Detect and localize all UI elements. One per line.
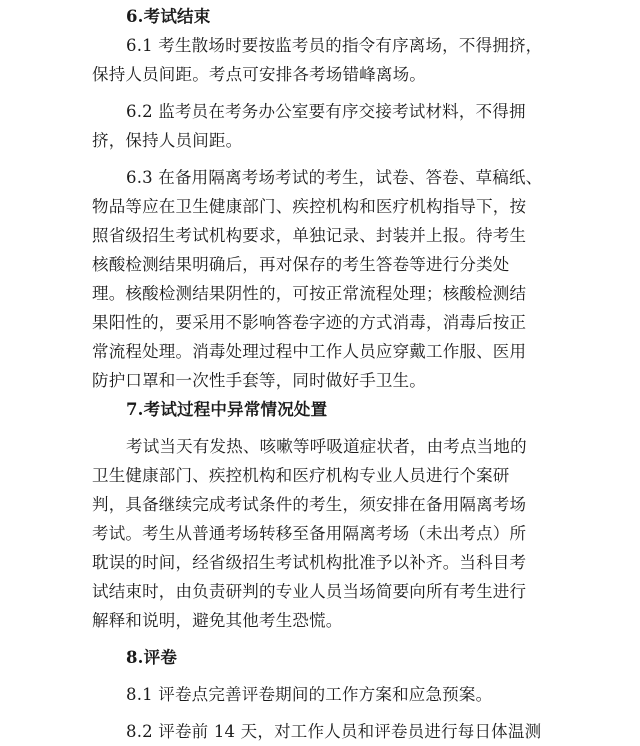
paragraph-7-line-6: 试结束时，由负责研判的专业人员当场简要向所有考生进行 <box>92 582 527 601</box>
paragraph-7-line-7: 解释和说明，避免其他考生恐慌。 <box>92 611 343 630</box>
paragraph-7-line-3: 判，具备继续完成考试条件的考生，须安排在备用隔离考场 <box>92 495 527 514</box>
section-heading-6: 6.考试结束 <box>126 7 211 26</box>
paragraph-6-1-line-1: 6.1 考生散场时要按监考员的指令有序离场，不得拥挤， <box>126 36 543 55</box>
section-heading-7: 7.考试过程中异常情况处置 <box>126 400 328 419</box>
paragraph-6-1-line-2: 保持人员间距。考点可安排各考场错峰离场。 <box>92 65 426 84</box>
paragraph-8-1-line-1: 8.1 评卷点完善评卷期间的工作方案和应急预案。 <box>126 685 493 704</box>
paragraph-6-3-line-2: 物品等应在卫生健康部门、疾控机构和医疗机构指导下，按 <box>92 197 527 216</box>
paragraph-6-2-line-2: 挤，保持人员间距。 <box>92 131 243 150</box>
section-heading-8: 8.评卷 <box>126 648 178 667</box>
document-page <box>92 2 544 746</box>
paragraph-6-3-line-6: 果阳性的，要采用不影响答卷字迹的方式消毒，消毒后按正 <box>92 313 527 332</box>
paragraph-6-3-line-4: 核酸检测结果明确后，再对保存的考生答卷等进行分类处 <box>92 255 510 274</box>
paragraph-6-3-line-3: 照省级招生考试机构要求，单独记录、封装并上报。待考生 <box>92 226 527 245</box>
paragraph-8-2-line-1: 8.2 评卷前 14 天，对工作人员和评卷员进行每日体温测 <box>126 722 542 741</box>
paragraph-6-3-line-1: 6.3 在备用隔离考场考试的考生，试卷、答卷、草稿纸、 <box>126 168 543 187</box>
paragraph-6-3-line-7: 常流程处理。消毒处理过程中工作人员应穿戴工作服、医用 <box>92 342 527 361</box>
paragraph-6-3-line-5: 理。核酸检测结果阴性的，可按正常流程处理；核酸检测结 <box>92 284 527 303</box>
paragraph-7-line-4: 考试。考生从普通考场转移至备用隔离考场（未出考点）所 <box>92 524 527 543</box>
paragraph-7-line-5: 耽误的时间，经省级招生考试机构批准予以补齐。当科目考 <box>92 553 527 572</box>
paragraph-7-line-2: 卫生健康部门、疾控机构和医疗机构专业人员进行个案研 <box>92 466 510 485</box>
paragraph-7-line-1: 考试当天有发热、咳嗽等呼吸道症状者，由考点当地的 <box>126 437 527 456</box>
paragraph-6-3-line-8: 防护口罩和一次性手套等，同时做好手卫生。 <box>92 371 426 390</box>
paragraph-6-2-line-1: 6.2 监考员在考务办公室要有序交接考试材料，不得拥 <box>126 102 526 121</box>
